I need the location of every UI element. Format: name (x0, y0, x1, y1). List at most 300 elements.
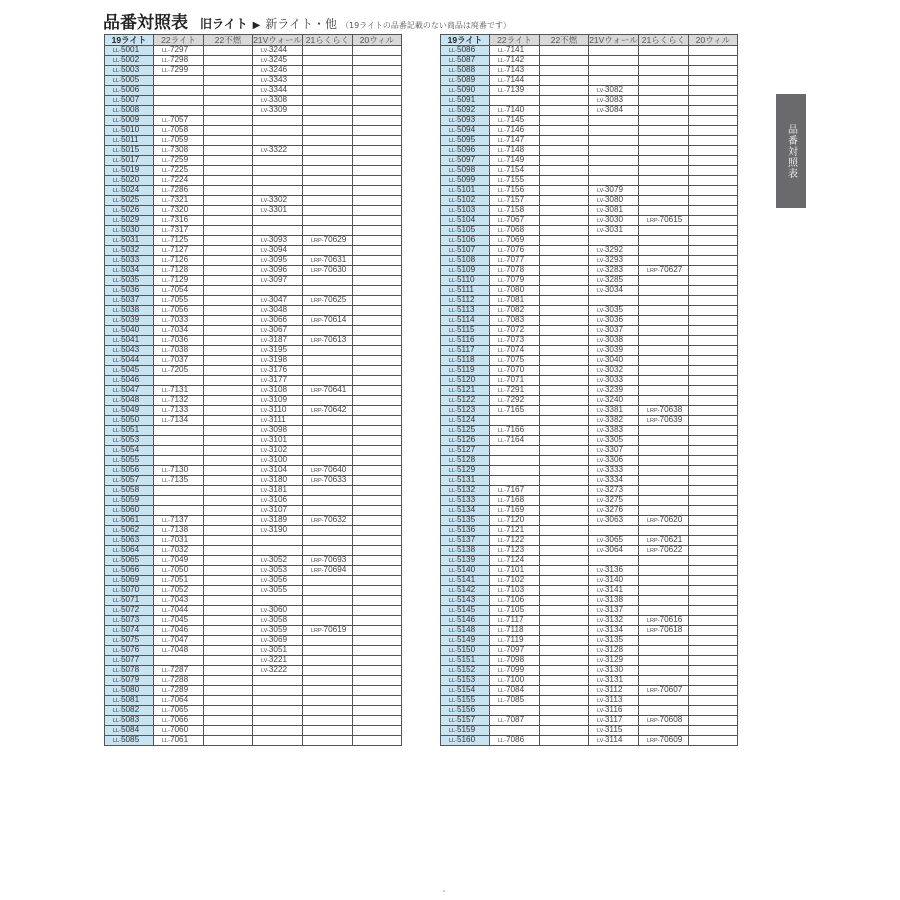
old-part-number-cell (105, 96, 154, 106)
table-row (105, 726, 402, 736)
new-part-number-cell (689, 256, 738, 266)
new-part-number-cell (540, 596, 589, 606)
part-prefix: LL- (162, 278, 170, 284)
part-number: 5124 (456, 415, 476, 424)
new-part-number-cell (303, 196, 353, 206)
part-prefix: LL- (162, 358, 170, 364)
part-number: 7308 (169, 145, 189, 154)
table-row (441, 76, 738, 86)
old-part-number-cell (441, 616, 490, 626)
new-part-number-cell (154, 396, 204, 406)
table-row (441, 396, 738, 406)
part-number: 3308 (268, 95, 288, 104)
table-row (105, 246, 402, 256)
part-prefix: LV- (261, 198, 269, 204)
part-number: 70627 (659, 265, 683, 274)
new-part-number-cell (540, 556, 589, 566)
part-prefix: LL- (498, 608, 506, 614)
new-part-number-cell (639, 216, 689, 226)
part-prefix: LV- (597, 88, 605, 94)
new-part-number-cell (353, 96, 402, 106)
new-part-number-cell (589, 46, 639, 56)
new-part-number-cell (204, 566, 253, 576)
part-number: 3305 (604, 435, 624, 444)
part-number: 5110 (456, 275, 475, 284)
part-number: 7036 (169, 335, 189, 344)
part-number: 70632 (323, 515, 347, 524)
new-part-number-cell (154, 426, 204, 436)
new-part-number-cell (253, 446, 303, 456)
part-prefix: LL- (449, 168, 457, 174)
part-number: 5131 (456, 475, 476, 484)
part-number: 70621 (659, 535, 683, 544)
part-prefix: LV- (597, 338, 605, 344)
new-part-number-cell (253, 256, 303, 266)
new-part-number-cell (204, 506, 253, 516)
arrow-right-icon: ▶ (252, 20, 261, 31)
part-number: 70613 (323, 335, 347, 344)
old-part-number-cell (441, 486, 490, 496)
part-number: 3293 (604, 255, 624, 264)
table-row (105, 456, 402, 466)
new-part-number-cell (204, 96, 253, 106)
part-number: 5030 (120, 225, 140, 234)
new-part-number-cell (154, 236, 204, 246)
part-prefix: LV- (597, 368, 605, 374)
table-row (441, 426, 738, 436)
new-part-number-cell (490, 266, 540, 276)
new-part-number-cell (589, 466, 639, 476)
part-prefix: LL- (449, 718, 457, 724)
part-prefix: LL- (113, 438, 121, 444)
old-part-number-cell (105, 656, 154, 666)
new-part-number-cell (689, 386, 738, 396)
part-prefix: LL- (162, 468, 170, 474)
new-part-number-cell (589, 276, 639, 286)
new-part-number-cell (540, 166, 589, 176)
part-number: 3302 (268, 195, 288, 204)
new-part-number-cell (253, 546, 303, 556)
new-part-number-cell (540, 146, 589, 156)
part-prefix: LV- (261, 478, 269, 484)
part-prefix: LL- (113, 398, 121, 404)
part-number: 5141 (456, 575, 476, 584)
table-row (441, 66, 738, 76)
new-part-number-cell (490, 176, 540, 186)
new-part-number-cell (639, 236, 689, 246)
part-number: 5145 (456, 605, 476, 614)
part-prefix: LV- (261, 458, 269, 464)
new-part-number-cell (589, 476, 639, 486)
new-part-number-cell (154, 486, 204, 496)
part-number: 5019 (120, 165, 140, 174)
part-prefix: LL- (498, 248, 506, 254)
new-part-number-cell (204, 726, 253, 736)
new-part-number-cell (253, 616, 303, 626)
part-number: 5026 (120, 205, 140, 214)
new-part-number-cell (154, 246, 204, 256)
part-prefix: LL- (162, 128, 170, 134)
old-part-number-cell (441, 236, 490, 246)
part-prefix: LL- (162, 668, 170, 674)
new-part-number-cell (204, 696, 253, 706)
part-number: 3035 (604, 305, 624, 314)
new-part-number-cell (540, 436, 589, 446)
part-prefix: LL- (449, 338, 457, 344)
new-part-number-cell (353, 166, 402, 176)
part-number: 5109 (456, 265, 476, 274)
new-part-number-cell (540, 476, 589, 486)
new-part-number-cell (303, 276, 353, 286)
part-number: 7134 (169, 415, 189, 424)
new-part-number-cell (253, 506, 303, 516)
old-part-number-cell (441, 116, 490, 126)
new-part-number-cell (490, 456, 540, 466)
new-part-number-cell (589, 726, 639, 736)
part-prefix: LL- (162, 408, 170, 414)
new-part-number-cell (639, 466, 689, 476)
old-part-number-cell (105, 196, 154, 206)
part-prefix: LL- (162, 398, 170, 404)
part-prefix: LL- (113, 618, 121, 624)
table-row (105, 736, 402, 746)
part-prefix: LL- (113, 298, 121, 304)
new-part-number-cell (639, 616, 689, 626)
part-prefix: LL- (113, 228, 121, 234)
part-number: 3177 (268, 375, 288, 384)
new-part-number-cell (154, 256, 204, 266)
new-part-number-cell (490, 356, 540, 366)
new-part-number-cell (303, 406, 353, 416)
part-number: 70616 (659, 615, 683, 624)
new-part-number-cell (303, 446, 353, 456)
new-part-number-cell (253, 496, 303, 506)
table-row (105, 336, 402, 346)
part-prefix: LL- (449, 388, 457, 394)
part-number: 7321 (169, 195, 189, 204)
new-part-number-cell (639, 526, 689, 536)
side-index-tab[interactable] (776, 94, 806, 208)
new-part-number-cell (353, 56, 402, 66)
new-part-number-cell (353, 726, 402, 736)
new-part-number-cell (589, 326, 639, 336)
new-part-number-cell (353, 86, 402, 96)
part-number: 3189 (268, 515, 288, 524)
new-part-number-cell (540, 176, 589, 186)
old-part-number-cell (441, 366, 490, 376)
new-part-number-cell (204, 196, 253, 206)
part-prefix: LV- (261, 508, 269, 514)
new-part-number-cell (303, 496, 353, 506)
part-number: 3040 (604, 355, 624, 364)
new-part-number-cell (540, 226, 589, 236)
new-part-number-cell (540, 186, 589, 196)
table-row (441, 466, 738, 476)
part-number: 3098 (268, 425, 288, 434)
new-part-number-cell (540, 406, 589, 416)
table-row (441, 386, 738, 396)
table-row (105, 306, 402, 316)
new-part-number-cell (154, 186, 204, 196)
table-row (441, 596, 738, 606)
new-part-number-cell (154, 156, 204, 166)
part-number: 3083 (604, 95, 624, 104)
part-prefix: LL- (498, 128, 506, 134)
new-part-number-cell (639, 606, 689, 616)
part-number: 5153 (456, 675, 476, 684)
old-part-number-cell (105, 456, 154, 466)
part-number: 7072 (505, 325, 525, 334)
part-number: 5136 (456, 525, 476, 534)
new-part-number-cell (639, 366, 689, 376)
part-prefix: LL- (162, 638, 170, 644)
part-prefix: LL- (113, 318, 121, 324)
part-prefix: LV- (261, 368, 269, 374)
new-part-number-cell (253, 426, 303, 436)
part-prefix: LL- (449, 348, 457, 354)
part-prefix: LL- (113, 588, 121, 594)
new-part-number-cell (490, 376, 540, 386)
new-part-number-cell (303, 576, 353, 586)
part-number: 7038 (169, 345, 189, 354)
new-part-number-cell (689, 76, 738, 86)
part-number: 7087 (505, 715, 525, 724)
part-prefix: LRP- (647, 538, 660, 544)
old-part-number-cell (441, 666, 490, 676)
new-part-number-cell (490, 536, 540, 546)
new-part-number-cell (540, 376, 589, 386)
new-part-number-cell (639, 506, 689, 516)
part-prefix: LV- (597, 258, 605, 264)
table-row (105, 206, 402, 216)
old-part-number-cell (441, 456, 490, 466)
part-number: 5092 (456, 105, 476, 114)
part-number: 5106 (456, 235, 476, 244)
table-row (441, 536, 738, 546)
part-prefix: LL- (498, 738, 506, 744)
table-row (441, 606, 738, 616)
new-part-number-cell (253, 476, 303, 486)
table-row (105, 86, 402, 96)
new-part-number-cell (154, 596, 204, 606)
new-part-number-cell (353, 336, 402, 346)
new-part-number-cell (639, 326, 689, 336)
part-number: 7086 (505, 735, 525, 744)
part-number: 5048 (120, 395, 140, 404)
new-part-number-cell (353, 526, 402, 536)
new-part-number-cell (253, 676, 303, 686)
part-number: 7148 (505, 145, 525, 154)
part-number: 5078 (120, 665, 140, 674)
new-part-number-cell (639, 706, 689, 716)
new-part-number-cell (204, 546, 253, 556)
table-row (441, 296, 738, 306)
part-number: 5108 (456, 255, 476, 264)
old-part-number-cell (441, 736, 490, 746)
part-number: 5129 (456, 465, 476, 474)
new-part-number-cell (589, 216, 639, 226)
part-prefix: LL- (498, 168, 506, 174)
table-row (105, 526, 402, 536)
part-number: 3093 (268, 235, 288, 244)
old-part-number-cell (105, 396, 154, 406)
part-prefix: LL- (449, 178, 457, 184)
new-part-number-cell (589, 76, 639, 86)
old-part-number-cell (441, 676, 490, 686)
new-part-number-cell (353, 456, 402, 466)
new-part-number-cell (589, 576, 639, 586)
new-part-number-cell (490, 96, 540, 106)
part-prefix: LL- (498, 398, 506, 404)
new-part-number-cell (689, 356, 738, 366)
new-part-number-cell (639, 56, 689, 66)
part-number: 7050 (169, 565, 189, 574)
new-part-number-cell (639, 726, 689, 736)
part-number: 5094 (456, 125, 476, 134)
new-part-number-cell (639, 306, 689, 316)
new-part-number-cell (589, 586, 639, 596)
new-part-number-cell (540, 416, 589, 426)
table-row (105, 646, 402, 656)
part-prefix: LV- (597, 418, 605, 424)
part-number: 3131 (604, 675, 624, 684)
new-part-number-cell (303, 696, 353, 706)
new-part-number-cell (490, 436, 540, 446)
new-part-number-cell (154, 556, 204, 566)
part-prefix: LL- (113, 718, 121, 724)
part-number: 5115 (456, 325, 475, 334)
new-part-number-cell (303, 176, 353, 186)
part-prefix: LL- (498, 378, 506, 384)
new-part-number-cell (253, 406, 303, 416)
table-row (441, 86, 738, 96)
part-number: 7076 (505, 245, 525, 254)
part-number: 7032 (169, 545, 189, 554)
part-number: 5034 (120, 265, 140, 274)
new-part-number-cell (303, 96, 353, 106)
part-number: 3116 (604, 705, 623, 714)
part-number: 5006 (120, 85, 140, 94)
old-part-number-cell (105, 486, 154, 496)
part-prefix: LL- (449, 548, 457, 554)
part-prefix: LV- (261, 238, 269, 244)
new-part-number-cell (204, 486, 253, 496)
part-number: 3113 (604, 695, 623, 704)
new-part-number-cell (490, 206, 540, 216)
part-number: 7055 (169, 295, 189, 304)
table-row (105, 356, 402, 366)
part-prefix: LL- (162, 418, 170, 424)
new-part-number-cell (303, 656, 353, 666)
new-part-number-cell (589, 166, 639, 176)
new-part-number-cell (353, 156, 402, 166)
new-part-number-cell (303, 506, 353, 516)
part-number: 5122 (456, 395, 476, 404)
new-part-number-cell (204, 346, 253, 356)
old-part-number-cell (441, 216, 490, 226)
new-part-number-cell (253, 466, 303, 476)
old-part-number-cell (441, 426, 490, 436)
new-part-number-cell (253, 96, 303, 106)
new-part-number-cell (353, 276, 402, 286)
part-prefix: LL- (162, 368, 170, 374)
new-part-number-cell (204, 426, 253, 436)
part-number: 7031 (169, 535, 189, 544)
new-part-number-cell (303, 626, 353, 636)
part-number: 3051 (268, 645, 288, 654)
part-number: 3135 (604, 635, 624, 644)
part-prefix: LL- (113, 138, 121, 144)
part-prefix: LL- (498, 688, 506, 694)
table-row (441, 166, 738, 176)
new-part-number-cell (689, 116, 738, 126)
part-number: 5126 (456, 435, 476, 444)
new-part-number-cell (154, 226, 204, 236)
new-part-number-cell (639, 566, 689, 576)
table-row (105, 396, 402, 406)
new-part-number-cell (353, 706, 402, 716)
new-part-number-cell (204, 256, 253, 266)
part-prefix: LL- (113, 728, 121, 734)
new-part-number-cell (540, 206, 589, 216)
part-number: 3138 (604, 595, 624, 604)
column-header: 21Vウォール (589, 35, 638, 45)
part-prefix: LV- (261, 588, 269, 594)
part-number: 7126 (169, 255, 189, 264)
part-number: 3239 (604, 385, 624, 394)
table-row (105, 516, 402, 526)
part-prefix: LL- (113, 548, 121, 554)
new-part-number-cell (303, 536, 353, 546)
part-prefix: LL- (449, 498, 457, 504)
part-number: 7119 (505, 635, 524, 644)
new-part-number-cell (154, 636, 204, 646)
new-part-number-cell (540, 216, 589, 226)
part-prefix: LL- (498, 218, 506, 224)
new-part-number-cell (589, 416, 639, 426)
table-row (105, 586, 402, 596)
new-part-number-cell (303, 686, 353, 696)
new-part-number-cell (490, 636, 540, 646)
new-part-number-cell (253, 626, 303, 636)
new-part-number-cell (540, 96, 589, 106)
new-part-number-cell (353, 316, 402, 326)
part-prefix: LL- (113, 388, 121, 394)
part-number: 5062 (120, 525, 140, 534)
old-part-number-cell (441, 136, 490, 146)
new-part-number-cell (253, 176, 303, 186)
part-prefix: LL- (449, 408, 457, 414)
part-number: 5069 (120, 575, 140, 584)
new-part-number-cell (204, 276, 253, 286)
new-part-number-cell (353, 136, 402, 146)
part-prefix: LV- (261, 568, 269, 574)
part-prefix: LL- (113, 218, 121, 224)
part-prefix: LV- (261, 578, 269, 584)
part-number: 3047 (268, 295, 288, 304)
part-prefix: LL- (113, 478, 121, 484)
part-number: 7052 (169, 585, 189, 594)
old-part-number-cell (105, 206, 154, 216)
part-number: 3102 (268, 445, 288, 454)
new-part-number-cell (303, 46, 353, 56)
old-part-number-cell (441, 496, 490, 506)
new-part-number-cell (589, 136, 639, 146)
part-prefix: LL- (449, 188, 457, 194)
part-number: 7167 (505, 485, 525, 494)
table-row (441, 696, 738, 706)
part-number: 7145 (505, 115, 525, 124)
